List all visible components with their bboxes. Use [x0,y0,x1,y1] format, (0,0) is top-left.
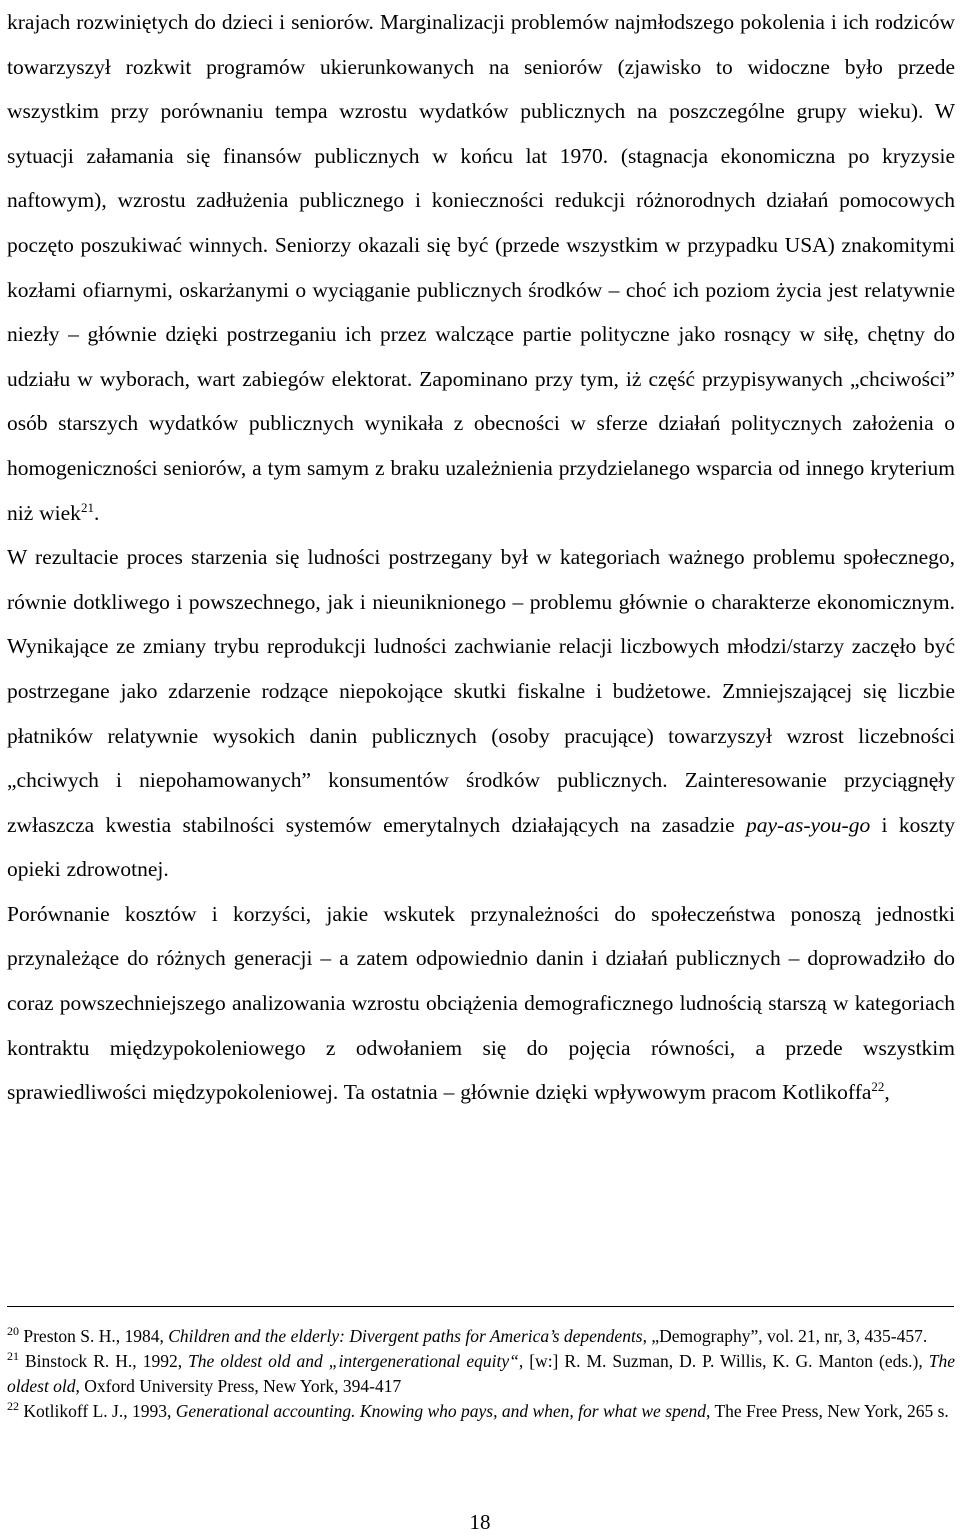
footnote-title: Children and the elderly: Divergent paths for America’s dependents [168,1326,643,1346]
paragraph-text: Porównanie kosztów i korzyści, jakie wskutek przynależności do społeczeństwa ponoszą jednostki przynależące do różnych generacji – a zatem odpowiednio danin i działań publicznych – doprowadziło do coraz powszechniejszego analizowania wzrostu obciążenia demograficznego ludnością starszą w kategoriach kontraktu międzypokoleniowego z odwołaniem się do pojęcia równości, a przede wszystkim sprawiedliwości międzypokoleniowej. Ta ostatnia – głównie dzięki wpływowym pracom Kotlikoffa [7,901,955,1105]
footnote-divider [7,1306,954,1307]
footnote-21 [7,1349,955,1399]
paragraph-text: . [93,500,100,525]
footnote-title: The oldest old and „intergenerational equity“ [188,1351,519,1371]
paragraph-text: krajach rozwiniętych do dzieci i seniorów. Marginalizacji problemów najmłodszego pokolenia i ich rodziców towarzyszył rozkwit programów ukierunkowanych na seniorów (zjawisko to widoczne było przede wszystkim przy porównaniu tempa wzrostu wydatków publicznych na poszczególne grupy wieku). W sytuacji załamania się finansów publicznych w końcu lat 1970. (stagnacja ekonomiczna po kryzysie naftowym), wzrostu zadłużenia publicznego i konieczności redukcji różnorodnych działań pomocowych poczęto poszukiwać winnych. Seniorzy okazali się być (przede wszystkim w przypadku USA) znakomitymi kozłami ofiarnymi, oskarżanymi o wyciąganie publicznych środków – choć ich poziom życia jest relatywnie niezły – głównie dzięki postrzeganiu ich przez walczące partie polityczne jako rosnący w siłę, chętny do udziału w wyborach, wart zabiegów elektorat. Zapominano przy tym, iż część przypisywanych „chciwości” osób starszych wydatków publicznych wynikała z obecności w sferze działań politycznych założenia o homogeniczności seniorów, a tym samym z braku uzależnienia przydzielanego wsparcia od innego kryterium niż wiek [7,10,955,525]
document-page [7,0,955,1115]
footnote-number: 22 [7,1399,19,1414]
footnote-text: Binstock R. H., 1992, [19,1351,189,1371]
footnote-text: Preston S. H., 1984, [19,1326,169,1346]
footnote-text: , [w:] R. M. Suzman, D. P. Willis, K. G. Manton (eds.), [518,1351,929,1371]
body-text [7,0,955,1115]
paragraph-text: i koszty opieki zdrowotnej. [7,812,955,882]
footnote-22 [7,1399,955,1424]
paragraph-text: W rezultacie proces starzenia się ludności postrzegany był w kategoriach ważnego problemu społecznego, równie dotkliwego i powszechnego, jak i nieuniknionego – problemu głównie o charakterze ekonomicznym. Wynikające ze zmiany trybu reprodukcji ludności zachwianie relacji liczbowych młodzi/starzy zaczęło być postrzegane jako zdarzenie rodzące niepokojące skutki fiskalne i budżetowe. Zmniejszającej się liczbie płatników relatywnie wysokich danin publicznych (osoby pracujące) towarzyszył wzrost liczebności „chciwych i niepohamowanych” konsumentów środków publicznych. Zainteresowanie przyciągnęły zwłaszcza kwestia stabilności systemów emerytalnych działających na zasadzie [7,545,955,837]
paragraph-3 [7,892,955,1115]
footnote-title: Generational accounting. Knowing who pays, and when, for what we spend [175,1401,707,1421]
italic-term: pay-as-you-go [746,812,871,837]
paragraph-1 [7,0,955,535]
paragraph-text: , [884,1080,890,1105]
footnote-text: , The Free Press, New York, 265 s. [706,1401,949,1421]
footnote-text: , Oxford University Press, New York, 394-417 [75,1376,402,1396]
footnote-number: 21 [7,1349,19,1364]
paragraph-2 [7,535,955,892]
page-number: 18 [469,1510,491,1534]
footnote-text: Kotlikoff L. J., 1993, [19,1401,176,1421]
footnote-20 [7,1324,955,1349]
footnote-title: The oldest old [7,1351,955,1396]
footnotes [7,1324,955,1424]
footnote-ref-21[interactable]: 21 [80,499,94,515]
footnote-text: , „Demography”, vol. 21, nr, 3, 435-457. [642,1326,928,1346]
footnote-number: 20 [7,1324,19,1339]
footnote-ref-22[interactable]: 22 [871,1079,885,1095]
